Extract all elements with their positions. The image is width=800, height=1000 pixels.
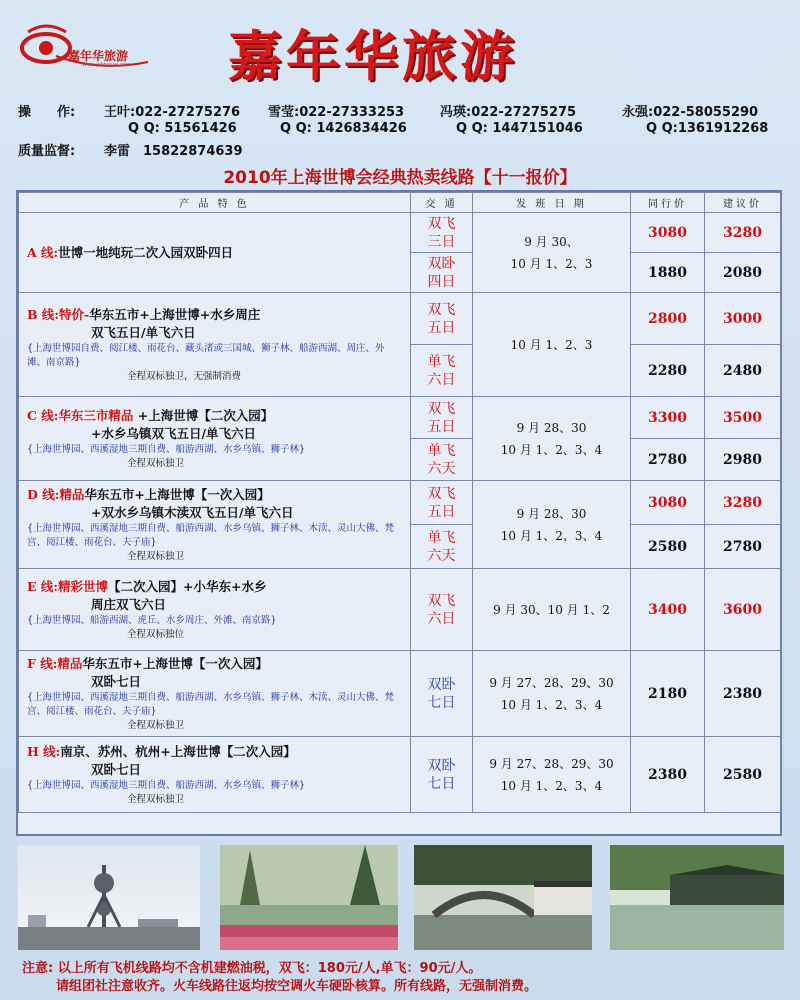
transport-cell: 双卧 七日 — [411, 737, 473, 813]
route-name: +上海世博【二次入园】 — [133, 407, 274, 423]
price-table — [16, 190, 782, 836]
route-note: 全程双标独位 — [127, 628, 185, 640]
route-highlight: 精品 — [59, 486, 85, 502]
dates-cell: 9 月 30、10 月 1、2 — [473, 569, 631, 651]
table-row — [19, 569, 781, 651]
dates-cell: 9 月 30、 10 月 1、2、3 — [473, 213, 631, 293]
transport-cell: 双飞 六日 — [411, 569, 473, 651]
route-name-line2: +双水乡乌镇木渎双飞五日/单飞六日 — [91, 504, 294, 520]
header-transport: 交 通 — [411, 193, 473, 213]
route-name-line2: 双飞五日/单飞六日 — [91, 324, 196, 340]
photo-tulip-garden — [220, 845, 398, 950]
table-row — [19, 481, 781, 525]
table-header-row — [19, 193, 781, 213]
suggest-price-cell: 2580 — [705, 737, 781, 813]
route-note: 全程双标独卫 — [127, 793, 185, 805]
route-detail: {上海世博园、西溪湿地三期自费、船游西湖、水乡乌镇、狮子林} — [27, 779, 306, 791]
route-feature — [19, 481, 411, 569]
route-name-line2: 双卧七日 — [91, 673, 142, 689]
contact-phone: 王叶:022-27275276 — [104, 105, 241, 120]
route-name-line2: +水乡乌镇双飞五日/单飞六日 — [91, 425, 257, 441]
quality-person: 李雷 15822874639 — [104, 144, 243, 159]
route-name: 华东五市+上海世博【一次入园】 — [84, 486, 270, 502]
dates-cell: 9 月 28、30 10 月 1、2、3、4 — [473, 481, 631, 569]
header-dates: 发 班 日 期 — [473, 193, 631, 213]
transport-cell: 双卧 四日 — [411, 253, 473, 293]
photo-water-town — [610, 845, 784, 950]
dates-cell: 9 月 27、28、29、30 10 月 1、2、3、4 — [473, 737, 631, 813]
suggest-price-cell: 3600 — [705, 569, 781, 651]
contact-qq: Q Q: 51561426 — [128, 121, 237, 136]
route-name-line2: 周庄双飞六日 — [91, 596, 167, 612]
transport-cell: 双飞 三日 — [411, 213, 473, 253]
route-feature — [19, 213, 411, 293]
suggest-price-cell: 3280 — [705, 213, 781, 253]
route-code: D 线: — [27, 486, 60, 502]
contact-block — [0, 0, 800, 160]
header-suggest-price: 建议价 — [705, 193, 781, 213]
route-feature — [19, 651, 411, 737]
logo-text: 嘉年华旅游 — [68, 49, 129, 63]
route-detail: {上海世博园、船游西湖、虎丘、水乡周庄、外滩、南京路} — [27, 614, 277, 626]
peer-price-cell: 2800 — [631, 293, 705, 345]
route-feature — [19, 397, 411, 481]
route-note: 全程双标独卫 — [127, 457, 185, 469]
quality-label: 质量监督: — [18, 144, 76, 159]
dates-cell: 10 月 1、2、3 — [473, 293, 631, 397]
route-highlight: 精彩世博 — [58, 578, 109, 594]
route-detail: {上海世博园、西溪湿地三期自费、船游西湖、水乡乌镇、狮子林} — [27, 443, 306, 455]
contact-qq: Q Q:1361912268 — [646, 121, 769, 136]
photo-strip — [18, 845, 784, 950]
route-note: 全程双标独卫，无强制消费 — [127, 370, 242, 382]
table-row — [19, 737, 781, 813]
contact-phone: 冯瑛:022-27275275 — [440, 105, 577, 120]
contact-qq: Q Q: 1447151046 — [456, 121, 583, 136]
peer-price-cell: 2580 — [631, 525, 705, 569]
suggest-price-cell: 2980 — [705, 439, 781, 481]
peer-price-cell: 2180 — [631, 651, 705, 737]
route-name: 【二次入园】+小华东+水乡 — [108, 578, 267, 594]
route-code: F 线: — [27, 655, 58, 671]
peer-price-cell: 2380 — [631, 737, 705, 813]
suggest-price-cell: 2480 — [705, 345, 781, 397]
operator-label: 操 作: — [18, 105, 76, 120]
suggest-price-cell: 3500 — [705, 397, 781, 439]
suggest-price-cell: 3000 — [705, 293, 781, 345]
route-feature — [19, 569, 411, 651]
table-row — [19, 293, 781, 345]
peer-price-cell: 3080 — [631, 481, 705, 525]
route-code: C 线: — [27, 407, 59, 423]
route-highlight: 华东三市精品 — [58, 407, 134, 423]
peer-price-cell: 3400 — [631, 569, 705, 651]
route-table — [18, 192, 781, 813]
contact-phone: 雪莹:022-27333253 — [268, 105, 405, 120]
route-detail: {上海世博园、西溪湿地三期自费、船游西湖、水乡乌镇、狮子林、木渎、灵山大佛、梵宫、阅江楼、雨花台、夫子庙} — [27, 522, 395, 548]
transport-cell: 双飞 五日 — [411, 481, 473, 525]
suggest-price-cell: 3280 — [705, 481, 781, 525]
table-row — [19, 651, 781, 737]
suggest-price-cell: 2080 — [705, 253, 781, 293]
route-name-line2: 双卧七日 — [91, 761, 142, 777]
route-name: 华东五市+上海世博【一次入园】 — [82, 655, 268, 671]
suggest-price-cell: 2780 — [705, 525, 781, 569]
peer-price-cell: 2780 — [631, 439, 705, 481]
subtitle: 2010年上海世博会经典热卖线路【十一报价】 — [223, 168, 577, 188]
header-peer-price: 同行价 — [631, 193, 705, 213]
dates-cell: 9 月 28、30 10 月 1、2、3、4 — [473, 397, 631, 481]
route-code: A 线: — [27, 244, 59, 260]
route-code: H 线: — [27, 743, 61, 759]
peer-price-cell: 2280 — [631, 345, 705, 397]
logo-url: Www.jnhtravel.com — [82, 62, 131, 68]
peer-price-cell: 1880 — [631, 253, 705, 293]
contact-phone: 永强:022-58055290 — [622, 105, 759, 120]
footer-note — [22, 960, 792, 996]
footer-line-1: 注意: 以上所有飞机线路均不含机建燃油税，双飞：180元/人,单飞：90元/人。 — [22, 961, 482, 976]
route-detail: {上海世博园自费、阅江楼、雨花台、藏头渚或三国城、狮子林、船游西湖、周庄、外滩、南京路} — [27, 342, 385, 368]
route-feature — [19, 737, 411, 813]
route-code: B 线: — [27, 306, 60, 322]
route-note: 全程双标独卫 — [127, 550, 185, 562]
route-feature — [19, 293, 411, 397]
table-row — [19, 213, 781, 253]
photo-tv-tower — [18, 845, 200, 950]
footer-line-2: 请组团社注意收齐。火车线路往返均按空调火车硬卧核算。所有线路，无强制消费。 — [56, 979, 538, 994]
route-highlight: 精品 — [57, 655, 83, 671]
transport-cell: 单飞 六日 — [411, 345, 473, 397]
suggest-price-cell: 2380 — [705, 651, 781, 737]
transport-cell: 双卧 七日 — [411, 651, 473, 737]
contact-qq: Q Q: 1426834426 — [280, 121, 407, 136]
transport-cell: 双飞 五日 — [411, 397, 473, 439]
route-name: 华东五市+上海世博+水乡周庄 — [89, 306, 261, 322]
route-note: 全程双标独卫 — [127, 719, 185, 731]
header-feature: 产 品 特 色 — [19, 193, 411, 213]
dates-cell: 9 月 27、28、29、30 10 月 1、2、3、4 — [473, 651, 631, 737]
page-title: 嘉年华旅游 — [228, 24, 518, 88]
peer-price-cell: 3080 — [631, 213, 705, 253]
route-highlight: 特价- — [59, 306, 90, 322]
table-row — [19, 397, 781, 439]
route-detail: {上海世博园、西溪湿地三期自费、船游西湖、水乡乌镇、狮子林、木渎、灵山大佛、梵宫、阅江楼、雨花台、夫子庙} — [27, 691, 395, 717]
transport-cell: 双飞 五日 — [411, 293, 473, 345]
photo-stone-bridge — [414, 845, 592, 950]
route-name: 南京、苏州、杭州+上海世博【二次入园】 — [60, 743, 296, 759]
route-name: 世博一地纯玩二次入园双卧四日 — [58, 244, 234, 260]
transport-cell: 单飞 六天 — [411, 439, 473, 481]
route-code: E 线: — [27, 578, 58, 594]
peer-price-cell: 3300 — [631, 397, 705, 439]
transport-cell: 单飞 六天 — [411, 525, 473, 569]
